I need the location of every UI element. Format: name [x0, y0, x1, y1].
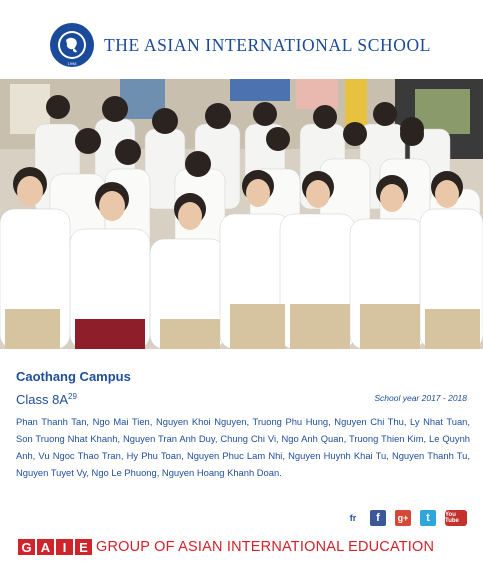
class-group-photo-illustration — [0, 79, 483, 349]
class-label: Class 8A — [16, 392, 69, 407]
student-list: Phan Thanh Tan, Ngo Mai Tien, Nguyen Khoi Nguyen, Truong Phu Hung, Nguyen Chi Thu, Ly Nhat Tuan, Son Truong Nhat Khanh, Nguyen Tran Anh Duy, Chung Chi Vi, Ngo Anh Quan, Truong Thien Kim, Le Quynh Anh, Vu Ngoc Thao Tran, Hy Phu Toan, Nguyen Phuc Lam Nhi, Nguyen Huynh Khai Tu, Nguyen Thanh Tu, Nguyen Tuyet Vy, Ngo Le Phuong, Nguyen Hoang Khanh Doan. — [16, 416, 470, 478]
gaie-letter-i: I — [56, 539, 73, 555]
campus-name: Caothang Campus — [16, 369, 131, 384]
googleplus-icon[interactable]: g+ — [395, 510, 411, 526]
gaie-letter-e: E — [75, 539, 92, 555]
gaie-letter-g: G — [18, 539, 35, 555]
youtube-icon[interactable]: You Tube — [445, 510, 467, 526]
header — [0, 0, 483, 78]
class-superscript: 29 — [68, 392, 77, 401]
fr-icon[interactable]: fr — [345, 510, 361, 526]
gaie-tagline: GROUP OF ASIAN INTERNATIONAL EDUCATION — [96, 539, 435, 555]
twitter-icon[interactable]: t — [420, 510, 436, 526]
gaie-logo — [18, 539, 94, 555]
class-name — [16, 392, 77, 407]
class-photo — [0, 79, 483, 349]
facebook-icon[interactable]: f — [370, 510, 386, 526]
gaie-letter-a: A — [37, 539, 54, 555]
school-name: THE ASIAN INTERNATIONAL SCHOOL — [104, 35, 431, 55]
school-year: School year 2017 - 2018 — [374, 393, 467, 403]
school-logo-icon — [49, 22, 95, 68]
footer — [18, 539, 434, 555]
social-links — [345, 510, 467, 526]
logo-year: 1998 — [67, 61, 77, 66]
